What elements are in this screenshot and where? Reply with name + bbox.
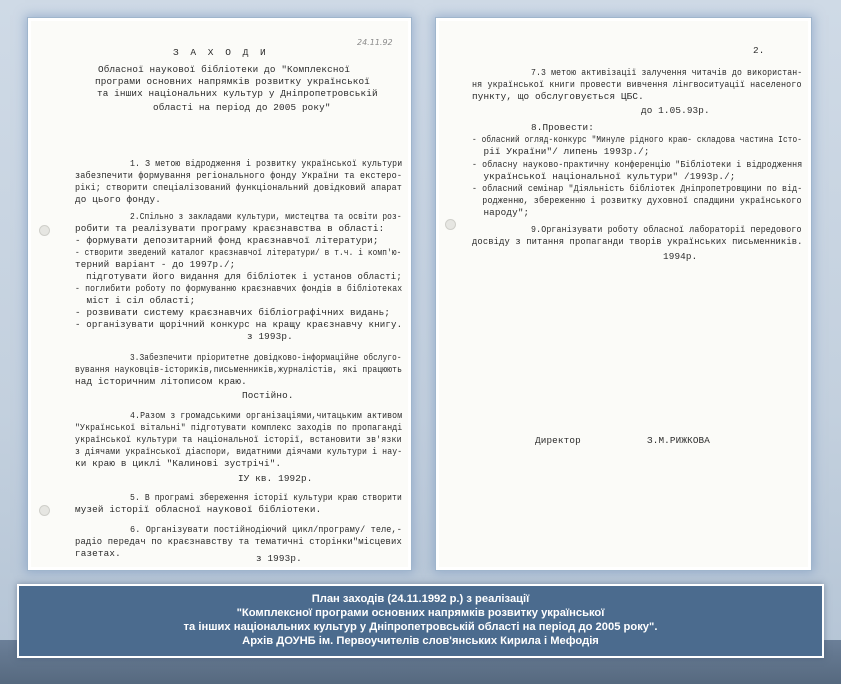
signature-name: З.М.РИЖКОВА [647, 435, 711, 446]
text-line: - обласну науково-практичну конференцію "Бібліотеки і відродження [472, 159, 803, 170]
text-line: досвіду з питання пропаганди творів українських письменників. [472, 236, 803, 247]
signature-role: Директор [535, 435, 581, 446]
text-line: ки краю в циклі "Калинові зустрічі". [75, 458, 282, 469]
text-line: області на період до 2005 року" [153, 102, 331, 113]
handwritten-date-note: 24.11.92 [357, 38, 393, 47]
page-number: 2. [753, 45, 765, 56]
text-line: газетах. [75, 548, 121, 559]
punch-hole [39, 505, 50, 516]
deadline: Постійно. [242, 390, 294, 401]
text-line: музей історії обласної наукової бібліотеки. [75, 504, 322, 515]
caption-source: Архів ДОУНБ ім. Первоучителів слов'янських Кирила і Мефодія [242, 635, 599, 647]
text-line: 2.Спільно з закладами культури, мистецтва та освіти роз- [130, 211, 402, 222]
text-line: народу"; [472, 207, 530, 218]
text-line: 3.Забезпечити пріоритетне довідково-інформаційне обслуго- [130, 352, 402, 363]
document-page-2 [436, 18, 811, 570]
text-line: - створити зведений каталог краєзнавчої літератури/ в т.ч. і комп'ю- [75, 247, 402, 258]
text-line: з діячами української діаспори, видатними діячами культури і нау- [75, 446, 403, 457]
text-line: української національної культури" /1993р./; [472, 171, 736, 182]
text-line: програми основних напрямків розвитку української [95, 76, 370, 87]
text-line: 9.Організувати роботу обласної лабораторії передового [531, 224, 802, 235]
text-line: - організувати щорічний конкурс на кращу краєзнавчу книгу. [75, 319, 403, 330]
caption-line: "Комплексної програми основних напрямків розвитку української [236, 607, 605, 619]
punch-hole [445, 219, 456, 230]
text-line: української культури та національної історії, встановити зв'язки [75, 434, 402, 445]
text-line: над історичним літописом краю. [75, 376, 247, 387]
deadline: з 1993р. [247, 331, 293, 342]
deadline: з 1993р. [256, 553, 302, 564]
document-title: З А Х О Д И [173, 47, 269, 58]
caption-line: План заходів (24.11.1992 р.) з реалізації [311, 593, 530, 605]
caption-line: та інших національних культур у Дніпропетровській області на період до 2005 року". [183, 621, 658, 633]
text-line: терний варіант - до 1997р./; [75, 259, 236, 270]
deadline: IУ кв. 1992р. [238, 473, 313, 484]
text-line: рії України"/ липень 1993р./; [472, 146, 650, 157]
text-line: - поглибити роботу по формуванню краєзнавчих фондів в бібліотеках [75, 283, 403, 294]
text-line: та інших національних культур у Дніпропетровській [97, 88, 378, 99]
text-line: пункту, що обслуговується ЦБС. [472, 91, 644, 102]
text-line: 1. З метою відродження і розвитку української культури [130, 158, 403, 169]
text-line: радіо передач по краєзнавству та тематичні сторінки"місцевих [75, 536, 402, 547]
text-line: - обласний огляд-конкурс "Минуле рідного краю- складова частина Істо- [472, 134, 803, 145]
document-page-1 [28, 18, 411, 570]
deadline: 1994р. [663, 251, 698, 262]
text-line: 7.3 метою активізації залучення читачів до використан- [531, 67, 803, 78]
text-line: підготувати його видання для бібліотек і установ області; [75, 271, 402, 282]
text-line: забезпечити формування регіонального фонду України та екстеро- [75, 170, 403, 181]
text-line: "Української вітальні" підготувати комплекс заходів по пропаганді [75, 422, 403, 433]
text-line: 8.Провести: [531, 122, 595, 133]
text-line: - формувати депозитарний фонд краєзнавчої літератури; [75, 235, 379, 246]
deadline: до 1.05.93р. [641, 105, 710, 116]
punch-hole [39, 225, 50, 236]
caption-box [17, 584, 824, 658]
text-line: - розвивати систему краєзнавчих бібліографічних видань; [75, 307, 391, 318]
text-line: 6. Організувати постійнодіючий цикл/програму/ теле,- [130, 524, 403, 535]
text-line: вування науковців-істориків,письменників,журналістів, які працюють [75, 364, 403, 375]
text-line: 5. В програмі збереження історії культури краю створити [130, 492, 402, 503]
text-line: Обласної наукової бібліотеки до "Комплексної [98, 64, 351, 75]
text-line: до цього фонду. [75, 194, 161, 205]
text-line: міст і сіл області; [75, 295, 196, 306]
text-line: рікі; створити спеціалізований функціональний довідковий апарат [75, 182, 403, 193]
text-line: родженню, збереженню і розвитку духовної спадщини українського [472, 195, 802, 206]
text-line: 4.Разом з громадськими організаціями,читацьким активом [130, 410, 403, 421]
text-line: ня української книги провести вивчення лінгвоситуації населеного [472, 79, 802, 90]
text-line: - обласний семінар "Діяльність бібліотек Дніпропетровщини по від- [472, 183, 803, 194]
text-line: робити та реалізувати програму краєзнавства в області: [75, 223, 385, 234]
